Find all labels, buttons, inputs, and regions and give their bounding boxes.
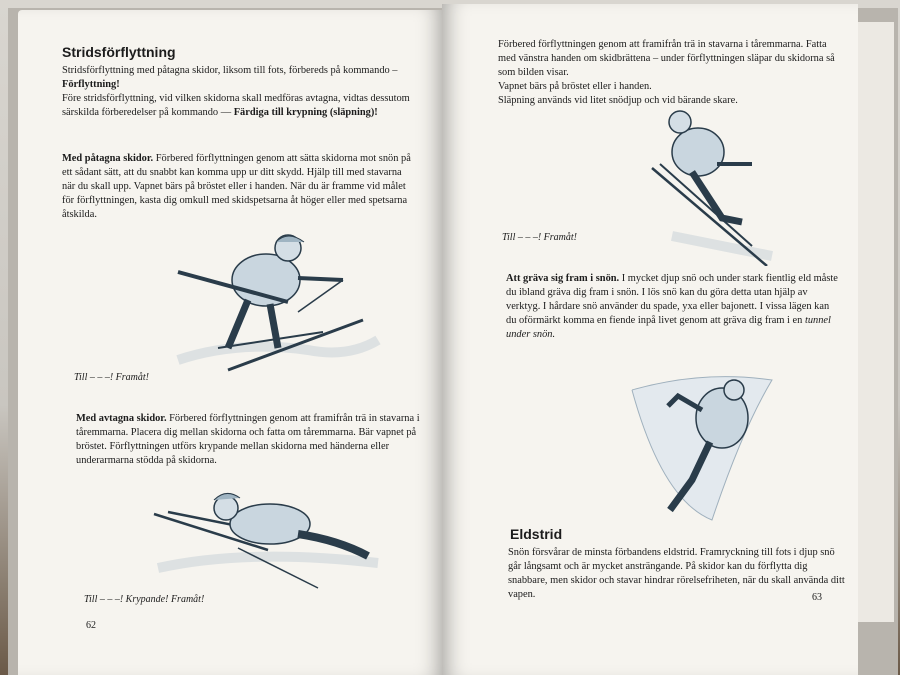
figure-caption-2: Till – – –! Krypande! Framåt! [84, 594, 205, 605]
digging-heading: Att gräva sig fram i snön. [506, 273, 620, 284]
figure-caption-1: Till – – –! Framåt! [74, 372, 150, 383]
figure-dragging-skis [642, 106, 782, 266]
section-heading: Stridsförflyttning [62, 44, 176, 60]
weapon-text: Vapnet bärs på bröstet eller i handen. [498, 81, 652, 92]
intro-command: Förflyttning! [62, 79, 120, 90]
skis-on-text: Förbered förflyttningen genom att sätta skidorna mot snön på ett sådant sätt, att du snabbt kan komma upp ur ditt skydd. Hjälp till med stavarna när du skall upp. Vapnet bärs på bröstet eller i handen. När du är framme vid målet för förflyttningen, kasta dig omkull med skidspetsarna åt höger eller med spetsarna åtskilda. [62, 153, 411, 220]
dragging-usage-text: Släpning används vid litet snödjup och vid bärande skare. [498, 95, 738, 106]
figure-skier-advancing [158, 220, 388, 380]
digging-tunnel-text: tunnel under snön. [506, 315, 831, 340]
preparation-command: Färdiga till krypning (släpning)! [233, 107, 378, 118]
skis-off-heading: Med avtagna skidor. [76, 413, 167, 424]
digging-text: I mycket djup snö och under stark fientlig eld måste du ibland gräva dig fram i snön. I lös snö kan du göra detta utan hjälp av verktyg. I hårdare snö använder du spade, yxa eller bajonett. I vissa lägen kan du oförmärkt komma en fiende inpå livet genom att gräva dig fram i en [506, 273, 838, 326]
skis-off-text: Förbered förflyttningen genom att framifrån trä in stavarna i tåremmarna. Placera dig mellan skidorna och fatta om tåremmarna. Bär vapnet på bröstet. Förflyttningen utförs krypande mellan skidorna med händerna eller underarmarna stödda på skidorna. [76, 413, 420, 466]
paragraph-dragging [498, 38, 838, 108]
skis-on-heading: Med påtagna skidor. [62, 153, 154, 164]
paragraph-digging [506, 272, 842, 342]
left-page [18, 10, 443, 675]
page-number-right: 63 [812, 592, 822, 603]
figure-digging-soldier [622, 370, 782, 530]
figure-crawling-soldier [148, 478, 388, 590]
fire-fight-text: Snön försvårar de minsta förbandens eldstrid. Framryckning till fots i djup snö går långsamt och är mycket ansträngande. På skidor kan du förflytta dig snabbare, men skidor och stavar hindrar rörelsefriheten, när du skall använda ditt vapen. [508, 547, 845, 600]
section-heading-fire-fight: Eldstrid [510, 526, 563, 542]
paragraph-intro [62, 64, 412, 120]
intro-text: Stridsförflyttning med påtagna skidor, liksom till fots, förbereds på kommando – [62, 65, 398, 76]
paragraph-fire-fight [508, 546, 848, 602]
page-number-left: 62 [86, 620, 96, 631]
preparation-text: Före stridsförflyttning, vid vilken skidorna skall medföras avtagna, vidtas dessutom särskilda förberedelser på kommando — [62, 93, 410, 118]
paragraph-skis-off [76, 412, 420, 468]
figure-caption-3: Till – – –! Framåt! [502, 232, 578, 243]
dragging-text: Förbered förflyttningen genom att framifrån trä in stavarna i tåremmarna. Fatta med vänstra handen om skidbrättena – under förflyttningen släpar du skidorna så som bilden visar. [498, 39, 835, 78]
paragraph-skis-on [62, 152, 412, 222]
right-page [442, 4, 858, 675]
